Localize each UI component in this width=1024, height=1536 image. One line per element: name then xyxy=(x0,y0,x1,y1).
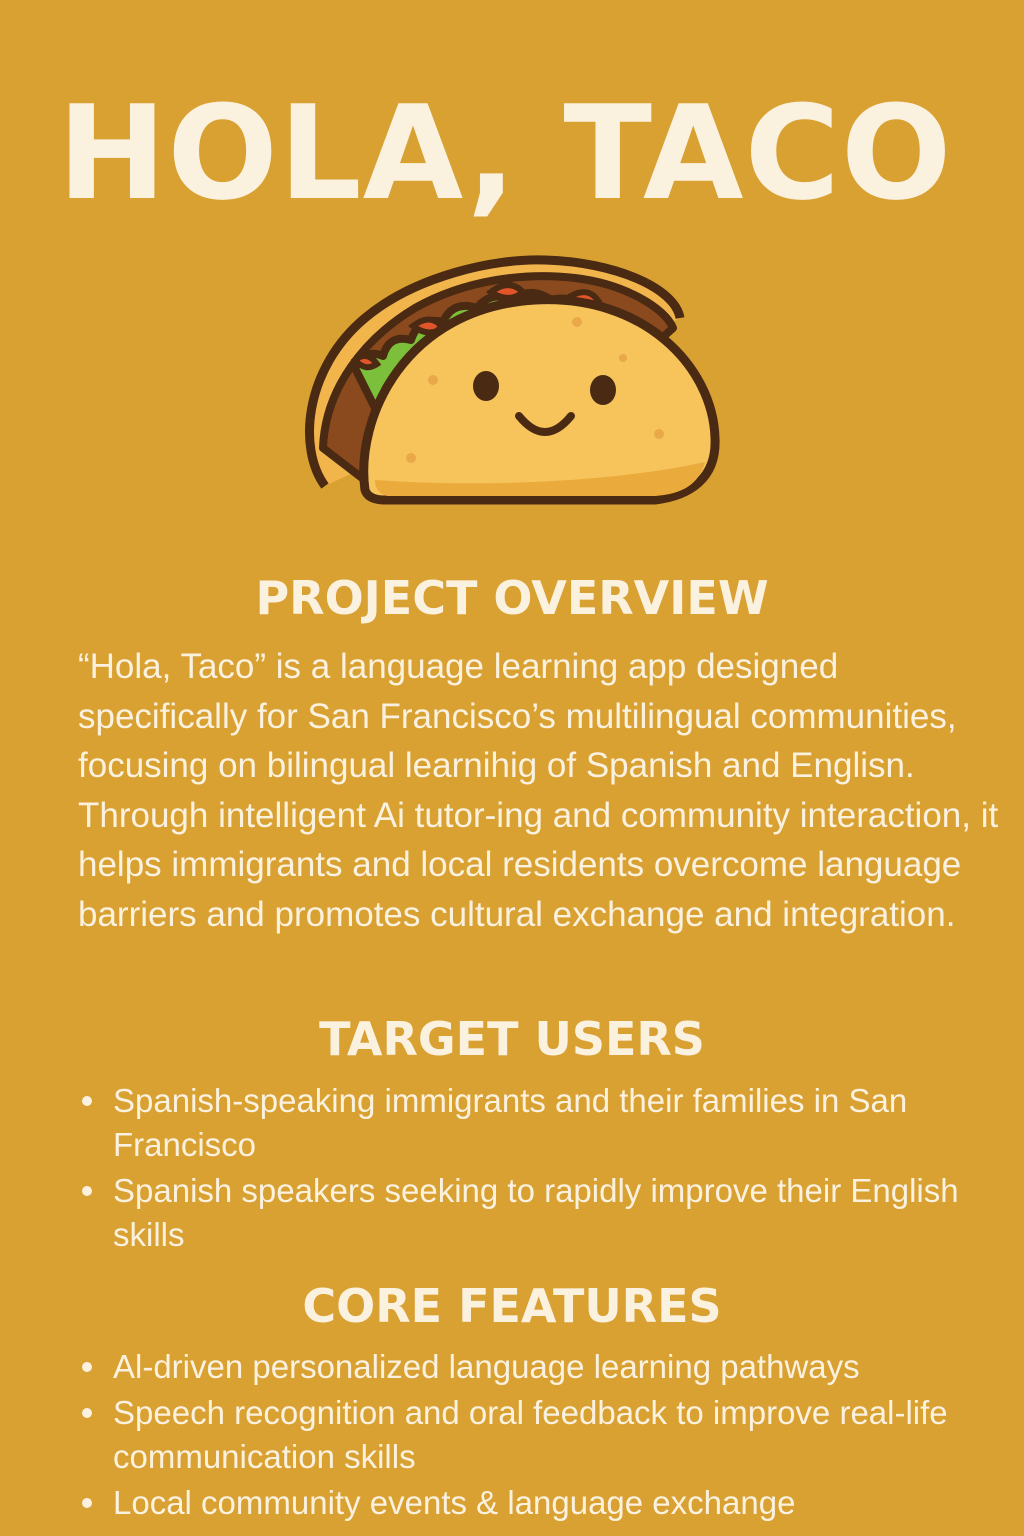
bullet-icon xyxy=(82,1408,92,1418)
list-item xyxy=(78,1391,1008,1479)
core-features-list xyxy=(78,1345,1008,1527)
list-item xyxy=(78,1345,1008,1389)
bullet-icon xyxy=(82,1096,92,1106)
target-users-heading: TARGET USERS xyxy=(319,1012,705,1066)
list-item-text: Speech recognition and oral feedback to improve real-life communication skills xyxy=(113,1394,948,1475)
bullet-icon xyxy=(82,1498,92,1508)
smiling-taco-icon xyxy=(295,248,731,524)
project-overview-text: “Hola, Taco” is a language learning app designed specifically for San Francisco’s multilingual communities, focusing on bilingual learnihig of Spanish and Englisn. Through intelligent Ai tutor-ing and community interaction, it helps immigrants and local residents overcome language barriers and promotes cultural exchange and integration. xyxy=(78,647,999,934)
list-item-text: Spanish speakers seeking to rapidly improve their English skills xyxy=(113,1172,959,1253)
list-item xyxy=(78,1481,1008,1525)
list-item-text: Al-driven personalized language learning pathways xyxy=(113,1348,860,1385)
target-users-list xyxy=(78,1079,1008,1259)
page-title: HOLA, TACO xyxy=(57,77,953,229)
list-item-text: Spanish-speaking immigrants and their families in San Francisco xyxy=(113,1082,908,1163)
core-features-heading: CORE FEATURES xyxy=(302,1279,722,1333)
bullet-icon xyxy=(82,1362,92,1372)
list-item xyxy=(78,1169,1008,1257)
list-item-text: Local community events & language exchange xyxy=(113,1484,796,1521)
list-item xyxy=(78,1079,1008,1167)
bullet-icon xyxy=(82,1186,92,1196)
project-overview-heading: PROJECT OVERVIEW xyxy=(255,571,769,625)
